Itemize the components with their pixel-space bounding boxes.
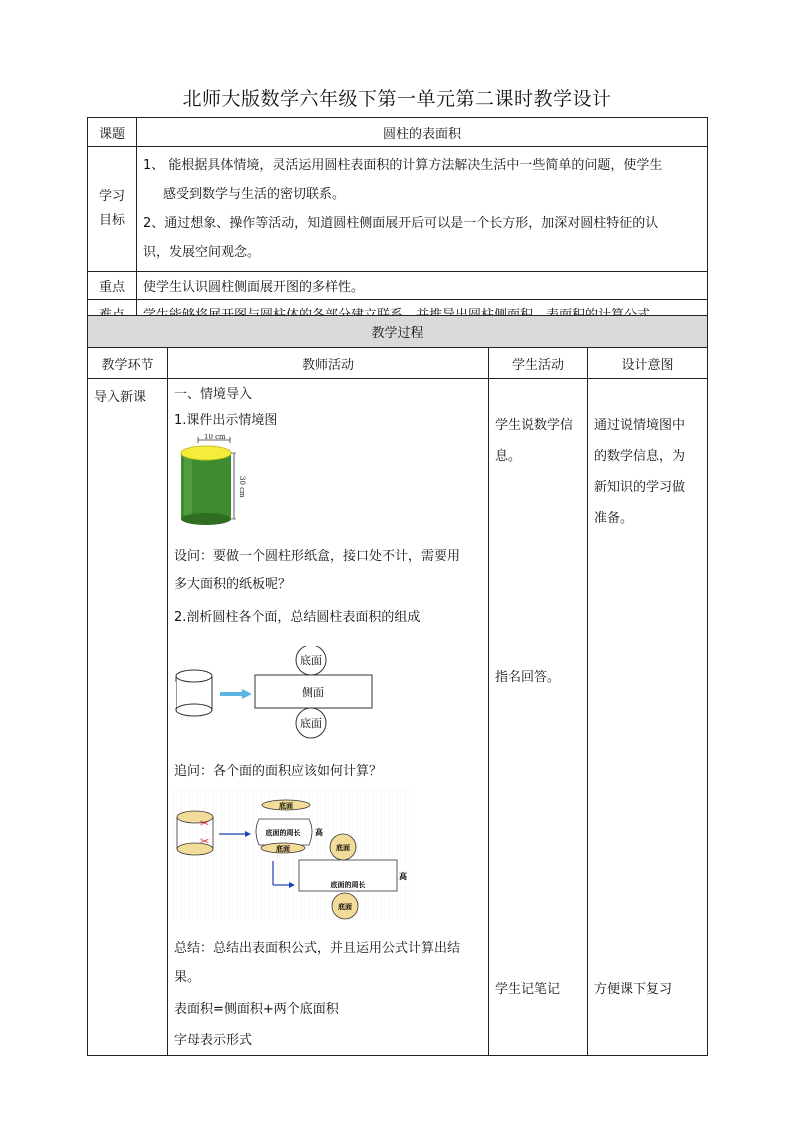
step-1-heading: 一、情境导入	[174, 387, 253, 402]
cylinder-figure	[176, 434, 246, 530]
cylinder-top-label: 10 cm	[204, 434, 226, 441]
svg-text:✂: ✂	[200, 817, 210, 830]
formula-text: 表面积=侧面积+两个底面积	[174, 1002, 339, 1017]
net-top-base-label: 底面	[300, 654, 322, 667]
col-header-intent: 设计意图	[588, 348, 708, 379]
step-1-1: 1.课件出示情境图	[174, 413, 278, 428]
question-1: 设问：要做一个圆柱形纸盒，接口处不计，需要用 多大面积的纸板呢？	[174, 549, 461, 592]
student-activity-cell	[489, 379, 588, 1056]
col-header-stage: 教学环节	[88, 348, 168, 379]
student-activity-1: 学生说数学信 息。	[495, 418, 574, 464]
goals-label: 学习 目标	[88, 147, 137, 272]
letter-form-text: 字母表示形式	[174, 1033, 253, 1048]
unfold-base-top-label: 底面	[279, 801, 293, 810]
student-activity-3: 学生记笔记	[495, 982, 561, 997]
teaching-process-table	[87, 315, 708, 1056]
design-intent-1: 通过说情境图中 的数学信息，为 新知识的学习做 准备。	[594, 418, 686, 526]
design-intent-2: 方便课下复习	[594, 982, 673, 997]
goal-1-line2: 感受到数学与生活的密切联系。	[163, 187, 346, 202]
net-diagram	[172, 646, 392, 758]
unfold-base-mid-label: 底面	[276, 844, 290, 853]
col-header-teacher: 教师活动	[168, 348, 489, 379]
process-section-title: 教学过程	[88, 316, 708, 348]
key-label: 重点	[88, 272, 137, 300]
topic-value: 圆柱的表面积	[137, 118, 708, 147]
key-value: 使学生认识圆柱侧面展开图的多样性。	[137, 272, 708, 300]
step-2: 2.剖析圆柱各个面，总结圆柱表面积的组成	[174, 610, 421, 625]
student-activity-2: 指名回答。	[495, 670, 561, 685]
summary: 总结：总结出表面积公式，并且运用公式计算出结 果。	[174, 941, 461, 985]
design-intent-cell	[588, 379, 708, 1056]
topic-label: 课题	[88, 118, 137, 147]
svg-text:✂: ✂	[200, 835, 210, 848]
net-bottom-base-label: 底面	[300, 717, 322, 730]
document-title: 北师大版数学六年级下第一单元第二课时教学设计	[182, 88, 612, 110]
stage-cell: 导入新课	[88, 379, 168, 1056]
lesson-info-table	[87, 117, 708, 328]
unfold-perimeter-label: 底面的周长	[265, 828, 301, 837]
goal-2-line2: 识，发展空间观念。	[143, 245, 261, 260]
cylinder-height-label: 30 cm	[238, 476, 246, 498]
unfold-circle-top-label: 底面	[336, 843, 350, 852]
goal-1-line1: 1、 能根据具体情境，灵活运用圆柱表面积的计算方法解决生活中一些简单的问题，使学生	[143, 158, 663, 173]
goal-2-line1: 2、通过想象、操作等活动，知道圆柱侧面展开后可以是一个长方形，加深对圆柱特征的认	[143, 216, 659, 231]
goals-list	[137, 147, 708, 272]
question-2: 追问：各个面的面积应该如何计算？	[174, 764, 383, 779]
teacher-activity-cell	[168, 379, 489, 1056]
rect-height-label: 高	[399, 871, 407, 881]
rect-circle-bottom-label: 底面	[338, 902, 352, 911]
net-side-label: 侧面	[302, 686, 324, 699]
col-header-student: 学生活动	[489, 348, 588, 379]
rect-perimeter-label: 底面的周长	[330, 880, 366, 889]
unfold-height-label: 高	[315, 827, 323, 837]
unfolding-diagram	[173, 791, 411, 921]
